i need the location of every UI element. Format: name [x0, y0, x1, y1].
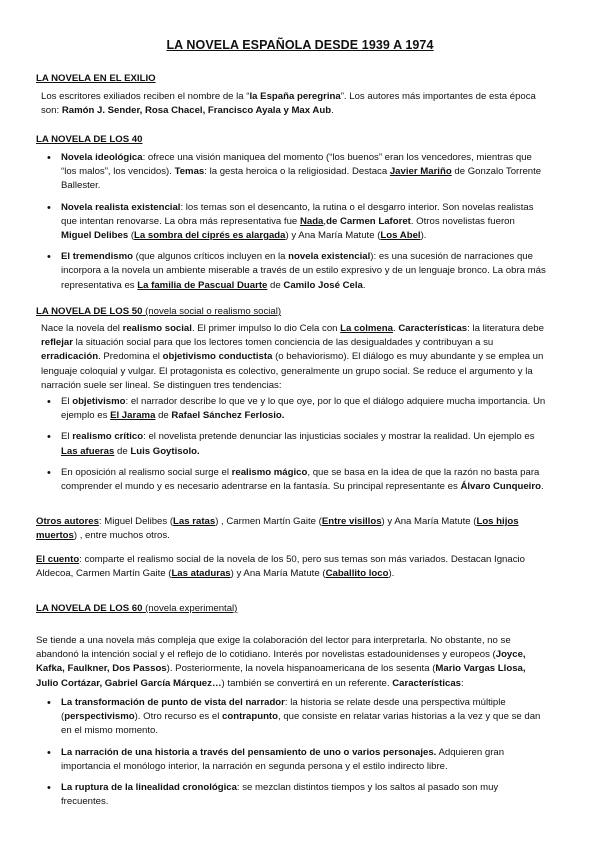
list-60: [36, 696, 546, 816]
paragraph-otros-autores: Otros autores: Miguel Delibes (Las ratas) , Carmen Martín Gaite (Entre visillos) y Ana María Matute (Los hijos muertos) , entre muchos otros.: [36, 516, 519, 542]
list-item-tremendismo: • El tremendismo (que algunos críticos incluyen en la novela existencial): es una sucesión de narraciones que incorpora a la novela un ambiente miserable a través de un estilo expresivo y de un lenguaje bronco. La obra más representativa es La familia de Pascual Duarte de Camilo José Cela.: [36, 250, 546, 293]
list-item-linealidad: • La ruptura de la linealidad cronológica: se mezclan distintos tiempos y los saltos al pasado son muy frecuentes.: [36, 781, 546, 809]
list-item-punto-de-vista: • La transformación de punto de vista del narrador: la historia se relate desde una perspectiva múltiple (perspectivismo). Otro recurso es el contrapunto, que consiste en relatar varias historias a la vez y que se dan en el mismo momento.: [36, 696, 546, 739]
list-item-realismo-magico: • En oposición al realismo social surge el realismo mágico, que se basa en la idea de que la razón no basta para comprender el mundo y es necesario adentrarse en la fantasía. Su principal representante es Álvaro Cunqueiro.: [36, 466, 546, 494]
section-heading-60: LA NOVELA DE LOS 60 (novela experimental): [36, 603, 238, 614]
section-heading-40: LA NOVELA DE LOS 40: [36, 134, 143, 145]
section-heading-exilio: LA NOVELA EN EL EXILIO: [36, 73, 156, 84]
list-item-pensamiento-personajes: • La narración de una historia a través del pensamiento de uno o varios personajes. Adquieren gran importancia el monólogo interior, la narración en segunda persona y el estilo indirecto libre.: [36, 746, 546, 774]
list-item-novela-existencial: • Novela realista existencial: los temas son el desencanto, la rutina o el desgarro interior. Son novelas realistas que intentan renovarse. La obra más representativa fue Nada,de Carmen Laforet. Otros novelistas fueron Miguel Delibes (La sombra del ciprés es alargada) y Ana María Matute (Los Abel).: [36, 201, 546, 244]
list-item-realismo-critico: • El realismo crítico: el novelista pretende denunciar las injusticias sociales y mostrar la realidad. Un ejemplo es Las afueras de Luis Goytisolo.: [36, 430, 546, 458]
page-title: LA NOVELA ESPAÑOLA DESDE 1939 A 1974: [166, 38, 434, 52]
paragraph-50: Nace la novela del realismo social. El primer impulso lo dio Cela con La colmena. Características: la literatura debe reflejar la situación social para que los lectores tomen conciencia de las desigualdades y contribuyan a su erradicación. Predomina el objetivismo conductista (o behaviorismo). El diálogo es muy abundante y se emplea un lenguaje coloquial y vulgar. El protagonista es colectivo, generalmente un grupo social. Se reduce el argumento y la narración suele ser lineal. Se distinguen tres tendencias:: [41, 323, 544, 391]
section-heading-50: LA NOVELA DE LOS 50 (novela social o realismo social): [36, 306, 282, 317]
list-40: [36, 151, 546, 300]
list-50: [36, 395, 546, 501]
paragraph-60: Se tiende a una novela más compleja que exige la colaboración del lector para interpretarla. No obstante, no se abandonó la intención social y el reflejo de lo cotidiano. Interés por novelistas estadounidenses y europeos (Joyce, Kafka, Faulkner, Dos Passos). Posteriormente, la novela hispanoamericana de los sesenta (Mario Vargas Llosa, Julio Cortázar, Gabriel García Márquez…) también se convertirá en un referente. Características:: [36, 635, 526, 689]
list-item-novela-ideologica: • Novela ideológica: ofrece una visión maniquea del momento (“los buenos” eran los vencedores, mientras que “los malos”, los vencidos). Temas: la gesta heroica o la religiosidad. Destaca Javier Mariño de Gonzalo Torrente Ballester.: [36, 151, 546, 194]
paragraph-cuento: El cuento: comparte el realismo social de la novela de los 50, pero sus temas son más variados. Destacan Ignacio Aldecoa, Carmen Martín Gaite (Las ataduras) y Ana María Matute (Caballito loco).: [36, 554, 525, 580]
list-item-objetivismo: • El objetivismo: el narrador describe lo que ve y lo que oye, por lo que el diálogo adquiere mucha importancia. Un ejemplo es El Jarama de Rafael Sánchez Ferlosio.: [36, 395, 546, 423]
paragraph-exilio: Los escritores exiliados reciben el nombre de la “la España peregrina”. Los autores más importantes de esta época son: Ramón J. Sender, Rosa Chacel, Francisco Ayala y Max Aub.: [41, 91, 536, 117]
